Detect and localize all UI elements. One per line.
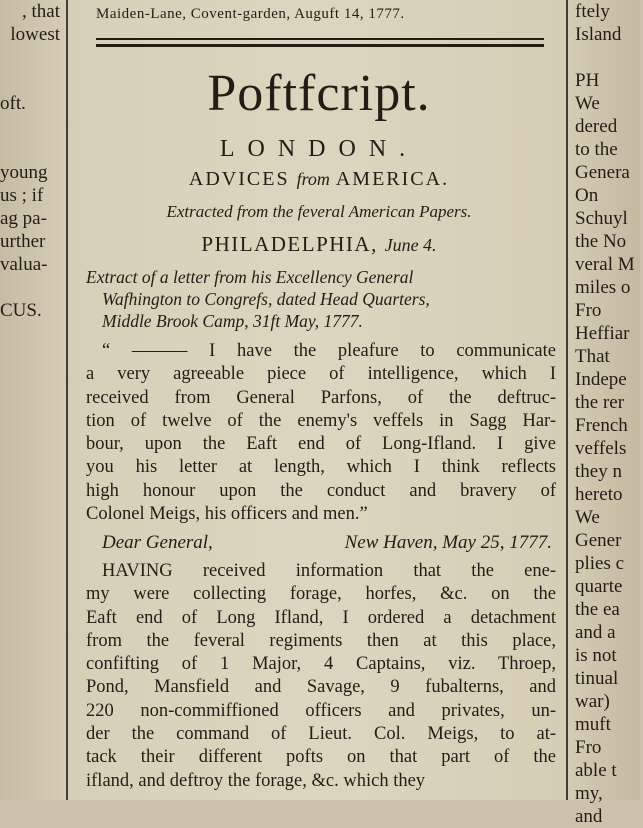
right-column-line: hereto bbox=[575, 484, 623, 505]
right-column-line: my, bbox=[575, 783, 603, 804]
right-column-line: On bbox=[575, 185, 599, 206]
right-column-line: Fro bbox=[575, 737, 602, 758]
right-column-line: tinual bbox=[575, 668, 619, 689]
extract-line: Middle Brook Camp, 31ft May, 1777. bbox=[102, 311, 363, 331]
right-column-line: We bbox=[575, 507, 600, 528]
quote-line: tion of twelve of the enemy's veffels in Sagg Har- bbox=[86, 410, 556, 431]
left-column-line: lowest bbox=[10, 24, 60, 45]
right-column-line: Indepe bbox=[575, 369, 627, 390]
main-column bbox=[74, 0, 564, 800]
left-column-line bbox=[0, 115, 62, 138]
left-column-line: oft. bbox=[0, 93, 26, 114]
right-column-line: ftely bbox=[575, 1, 610, 22]
right-column-line: That bbox=[575, 346, 610, 367]
right-column-line: muft bbox=[575, 714, 611, 735]
header-rule-top bbox=[96, 38, 544, 40]
philadelphia-heading bbox=[74, 232, 564, 257]
left-column-line bbox=[0, 46, 62, 69]
quote-line: you his letter at length, which I think reflects bbox=[86, 457, 556, 478]
left-column-line: , that bbox=[22, 1, 60, 22]
left-column-line: CUS. bbox=[0, 300, 42, 321]
left-column-line: ag pa- bbox=[0, 208, 47, 229]
quote-line: received from General Parfons, of the deftruc- bbox=[86, 387, 556, 408]
left-column-line: young bbox=[0, 162, 48, 183]
right-column-fragment bbox=[572, 0, 643, 827]
right-column-line: Fro bbox=[575, 300, 602, 321]
right-column-line: Island bbox=[575, 24, 622, 45]
extract-line: Extract of a letter from his Excellency General bbox=[86, 267, 414, 287]
right-column-line: they n bbox=[575, 461, 622, 482]
right-column-line: French bbox=[575, 415, 628, 436]
right-column-line: veral M bbox=[575, 254, 635, 275]
right-column-rule bbox=[566, 0, 568, 800]
left-column-rule bbox=[66, 0, 68, 800]
left-column-fragment bbox=[0, 0, 62, 800]
right-column-line: Genera bbox=[575, 162, 630, 183]
right-column-line: miles o bbox=[575, 277, 631, 298]
left-column-line bbox=[0, 276, 62, 299]
right-column-line: quarte bbox=[575, 576, 623, 597]
right-column-line: Gener bbox=[575, 530, 622, 551]
letter-line: confifting of 1 Major, 4 Captains, viz. Throep, bbox=[86, 654, 556, 675]
quote-line: a very agreeable piece of intelligence, which I bbox=[86, 364, 556, 385]
advices-word: ADVICES bbox=[188, 168, 290, 190]
quoted-letter bbox=[86, 340, 556, 526]
left-column-line bbox=[0, 69, 62, 92]
right-column-line: the No bbox=[575, 231, 627, 252]
right-column-line: plies c bbox=[575, 553, 625, 574]
place-name: PHILADELPHIA, bbox=[201, 232, 378, 256]
right-column-line: the rer bbox=[575, 392, 625, 413]
letter-salutation: Dear General, bbox=[102, 532, 213, 553]
postscript-title: Poftfcript. bbox=[207, 65, 431, 122]
left-column-line: urther bbox=[0, 231, 46, 252]
letter-line: my were collecting forage, horfes, &c. on the bbox=[86, 584, 556, 605]
letter-body bbox=[86, 560, 556, 793]
letter-header bbox=[86, 532, 556, 558]
right-column-line: and a bbox=[575, 622, 616, 643]
letter-line: ifland, and deftroy the forage, &c. which they bbox=[86, 770, 426, 791]
advices-america: AMERICA. bbox=[335, 168, 450, 190]
right-column-line: war) bbox=[575, 691, 610, 712]
right-column-line bbox=[575, 46, 643, 69]
advices-heading bbox=[74, 168, 564, 191]
right-column-line: Schuyl bbox=[575, 208, 628, 229]
quote-line: bour, upon the Eaft end of Long-Ifland. I give bbox=[86, 434, 556, 455]
right-column-line: Heffiar bbox=[575, 323, 630, 344]
dateline: Maiden-Lane, Covent-garden, Auguft 14, 1777. bbox=[96, 6, 405, 22]
letter-place-date: New Haven, May 25, 1777. bbox=[344, 532, 552, 553]
extract-intro bbox=[86, 266, 556, 332]
letter-line: Eaft end of Long Ifland, I ordered a detachment bbox=[86, 607, 556, 628]
quote-line: Colonel Meigs, his officers and men.” bbox=[86, 504, 368, 525]
letter-line: Pond, Mansfield and Savage, 9 fubalterns, and bbox=[86, 677, 556, 698]
left-column-line: us ; if bbox=[0, 185, 44, 206]
letter-line: der the command of Lieut. Col. Meigs, to at- bbox=[86, 724, 556, 745]
right-column-line: PH bbox=[575, 70, 600, 91]
letter-line: tack their different pofts on that part of the bbox=[86, 747, 556, 768]
right-column-line: to the bbox=[575, 139, 618, 160]
right-column-line: is not bbox=[575, 645, 617, 666]
letter-line: HAVING received information that the ene- bbox=[102, 561, 556, 581]
left-column-line bbox=[0, 138, 62, 161]
extract-line: Wafhington to Congrefs, dated Head Quarters, bbox=[102, 289, 430, 309]
letter-line: from the feveral regiments then at this place, bbox=[86, 630, 556, 651]
extracted-subheading: Extracted from the feveral American Papers. bbox=[166, 202, 472, 221]
right-column-line: the ea bbox=[575, 599, 620, 620]
right-column-line: and bbox=[575, 806, 603, 827]
header-rule-bottom bbox=[96, 44, 544, 47]
right-column-line: veffels bbox=[575, 438, 627, 459]
london-heading: LONDON. bbox=[219, 136, 419, 162]
place-date: June 4. bbox=[384, 235, 437, 255]
right-column-line: able t bbox=[575, 760, 617, 781]
letter-line: 220 non-commiffioned officers and privates, un- bbox=[86, 700, 556, 721]
quote-line: “ ——— I have the pleafure to communicate bbox=[102, 341, 556, 361]
right-column-line: dered bbox=[575, 116, 618, 137]
advices-from: from bbox=[296, 169, 330, 189]
quote-line: high honour upon the conduct and bravery of bbox=[86, 480, 556, 501]
right-column-line: We bbox=[575, 93, 600, 114]
left-column-line: valua- bbox=[0, 254, 48, 275]
